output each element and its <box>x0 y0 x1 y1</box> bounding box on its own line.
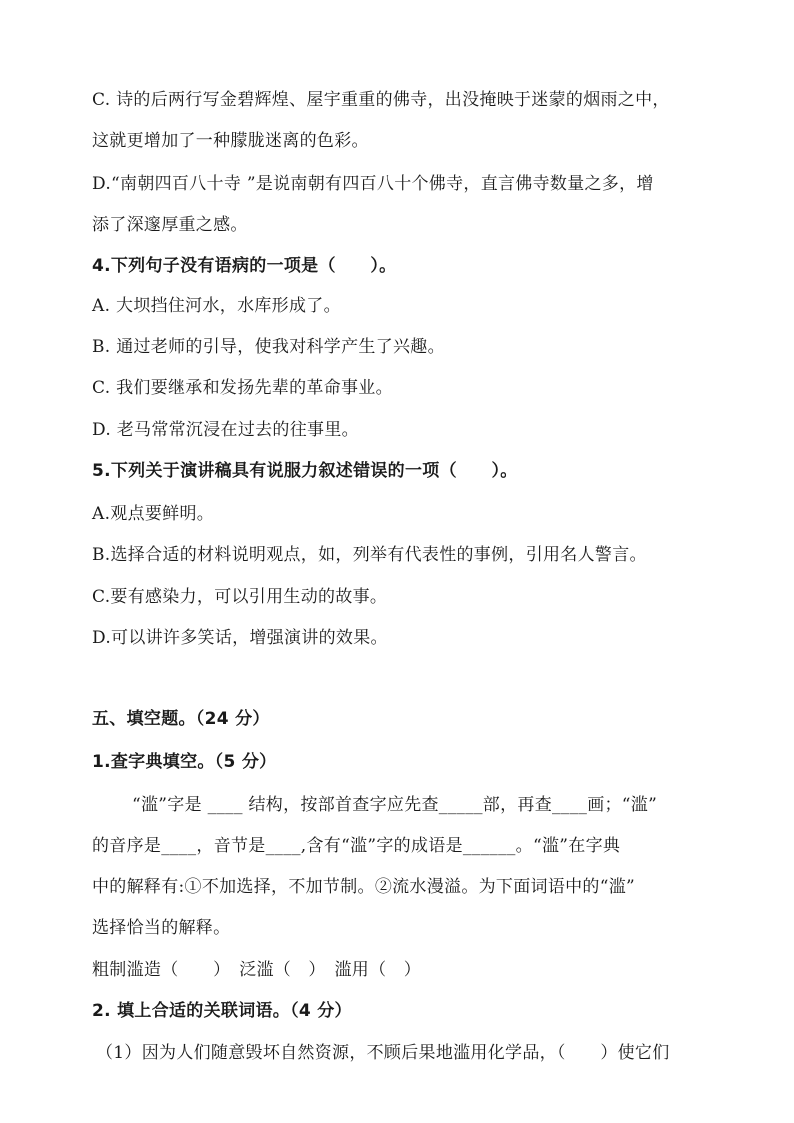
q5-option-a: A.观点要鲜明。 <box>92 504 215 524</box>
q3-option-d-line1: D.“南朝四百八十寺 ”是说南朝有四百八十个佛寺，直言佛寺数量之多，增 <box>92 174 654 194</box>
section5-q2-title: 2. 填上合适的关联词语。（4 分） <box>92 1001 352 1021</box>
section5-q1-line2: 的音序是____，音节是____,含有“滥”字的成语是______。“滥”在字典 <box>92 836 621 856</box>
q5-option-d: D.可以讲许多笑话，增强演讲的效果。 <box>92 628 388 648</box>
q4-option-d: D. 老马常常沉浸在过去的往事里。 <box>92 420 359 440</box>
q4-option-a: A. 大坝挡住河水，水库形成了。 <box>92 296 341 316</box>
q5-title: 5.下列关于演讲稿具有说服力叙述错误的一项（ ）。 <box>92 461 518 481</box>
section5-title: 五、填空题。（24 分） <box>92 709 270 729</box>
section5-q1-title: 1.查字典填空。（5 分） <box>92 752 277 772</box>
q3-option-c-line2: 这就更增加了一种朦胧迷离的色彩。 <box>92 131 369 151</box>
q4-title: 4.下列句子没有语病的一项是（ ）。 <box>92 256 397 276</box>
q5-option-c: C.要有感染力，可以引用生动的故事。 <box>92 587 388 607</box>
section5-q1-words: 粗制滥造（ ） 泛滥（ ） 滥用（ ） <box>92 960 421 980</box>
section5-q1-line1: “滥”字是 ____ 结构，按部首查字应先查_____部，再查____画；“滥” <box>132 795 658 815</box>
section5-q2-line1: （1）因为人们随意毁坏自然资源，不顾后果地滥用化学品，（ ）使它们 <box>96 1043 670 1063</box>
section5-q1-line3: 中的解释有:①不加选择，不加节制。②流水漫溢。为下面词语中的“滥” <box>92 877 636 897</box>
q3-option-d-line2: 添了深邃厚重之感。 <box>92 215 248 235</box>
q3-option-c-line1: C. 诗的后两行写金碧辉煌、屋宇重重的佛寺，出没掩映于迷蒙的烟雨之中， <box>92 90 670 110</box>
q5-option-b: B.选择合适的材料说明观点，如，列举有代表性的事例，引用名人警言。 <box>92 545 647 565</box>
q4-option-c: C. 我们要继承和发扬先辈的革命事业。 <box>92 378 393 398</box>
section5-q1-line4: 选择恰当的解释。 <box>92 918 231 938</box>
q4-option-b: B. 通过老师的引导，使我对科学产生了兴趣。 <box>92 337 445 357</box>
